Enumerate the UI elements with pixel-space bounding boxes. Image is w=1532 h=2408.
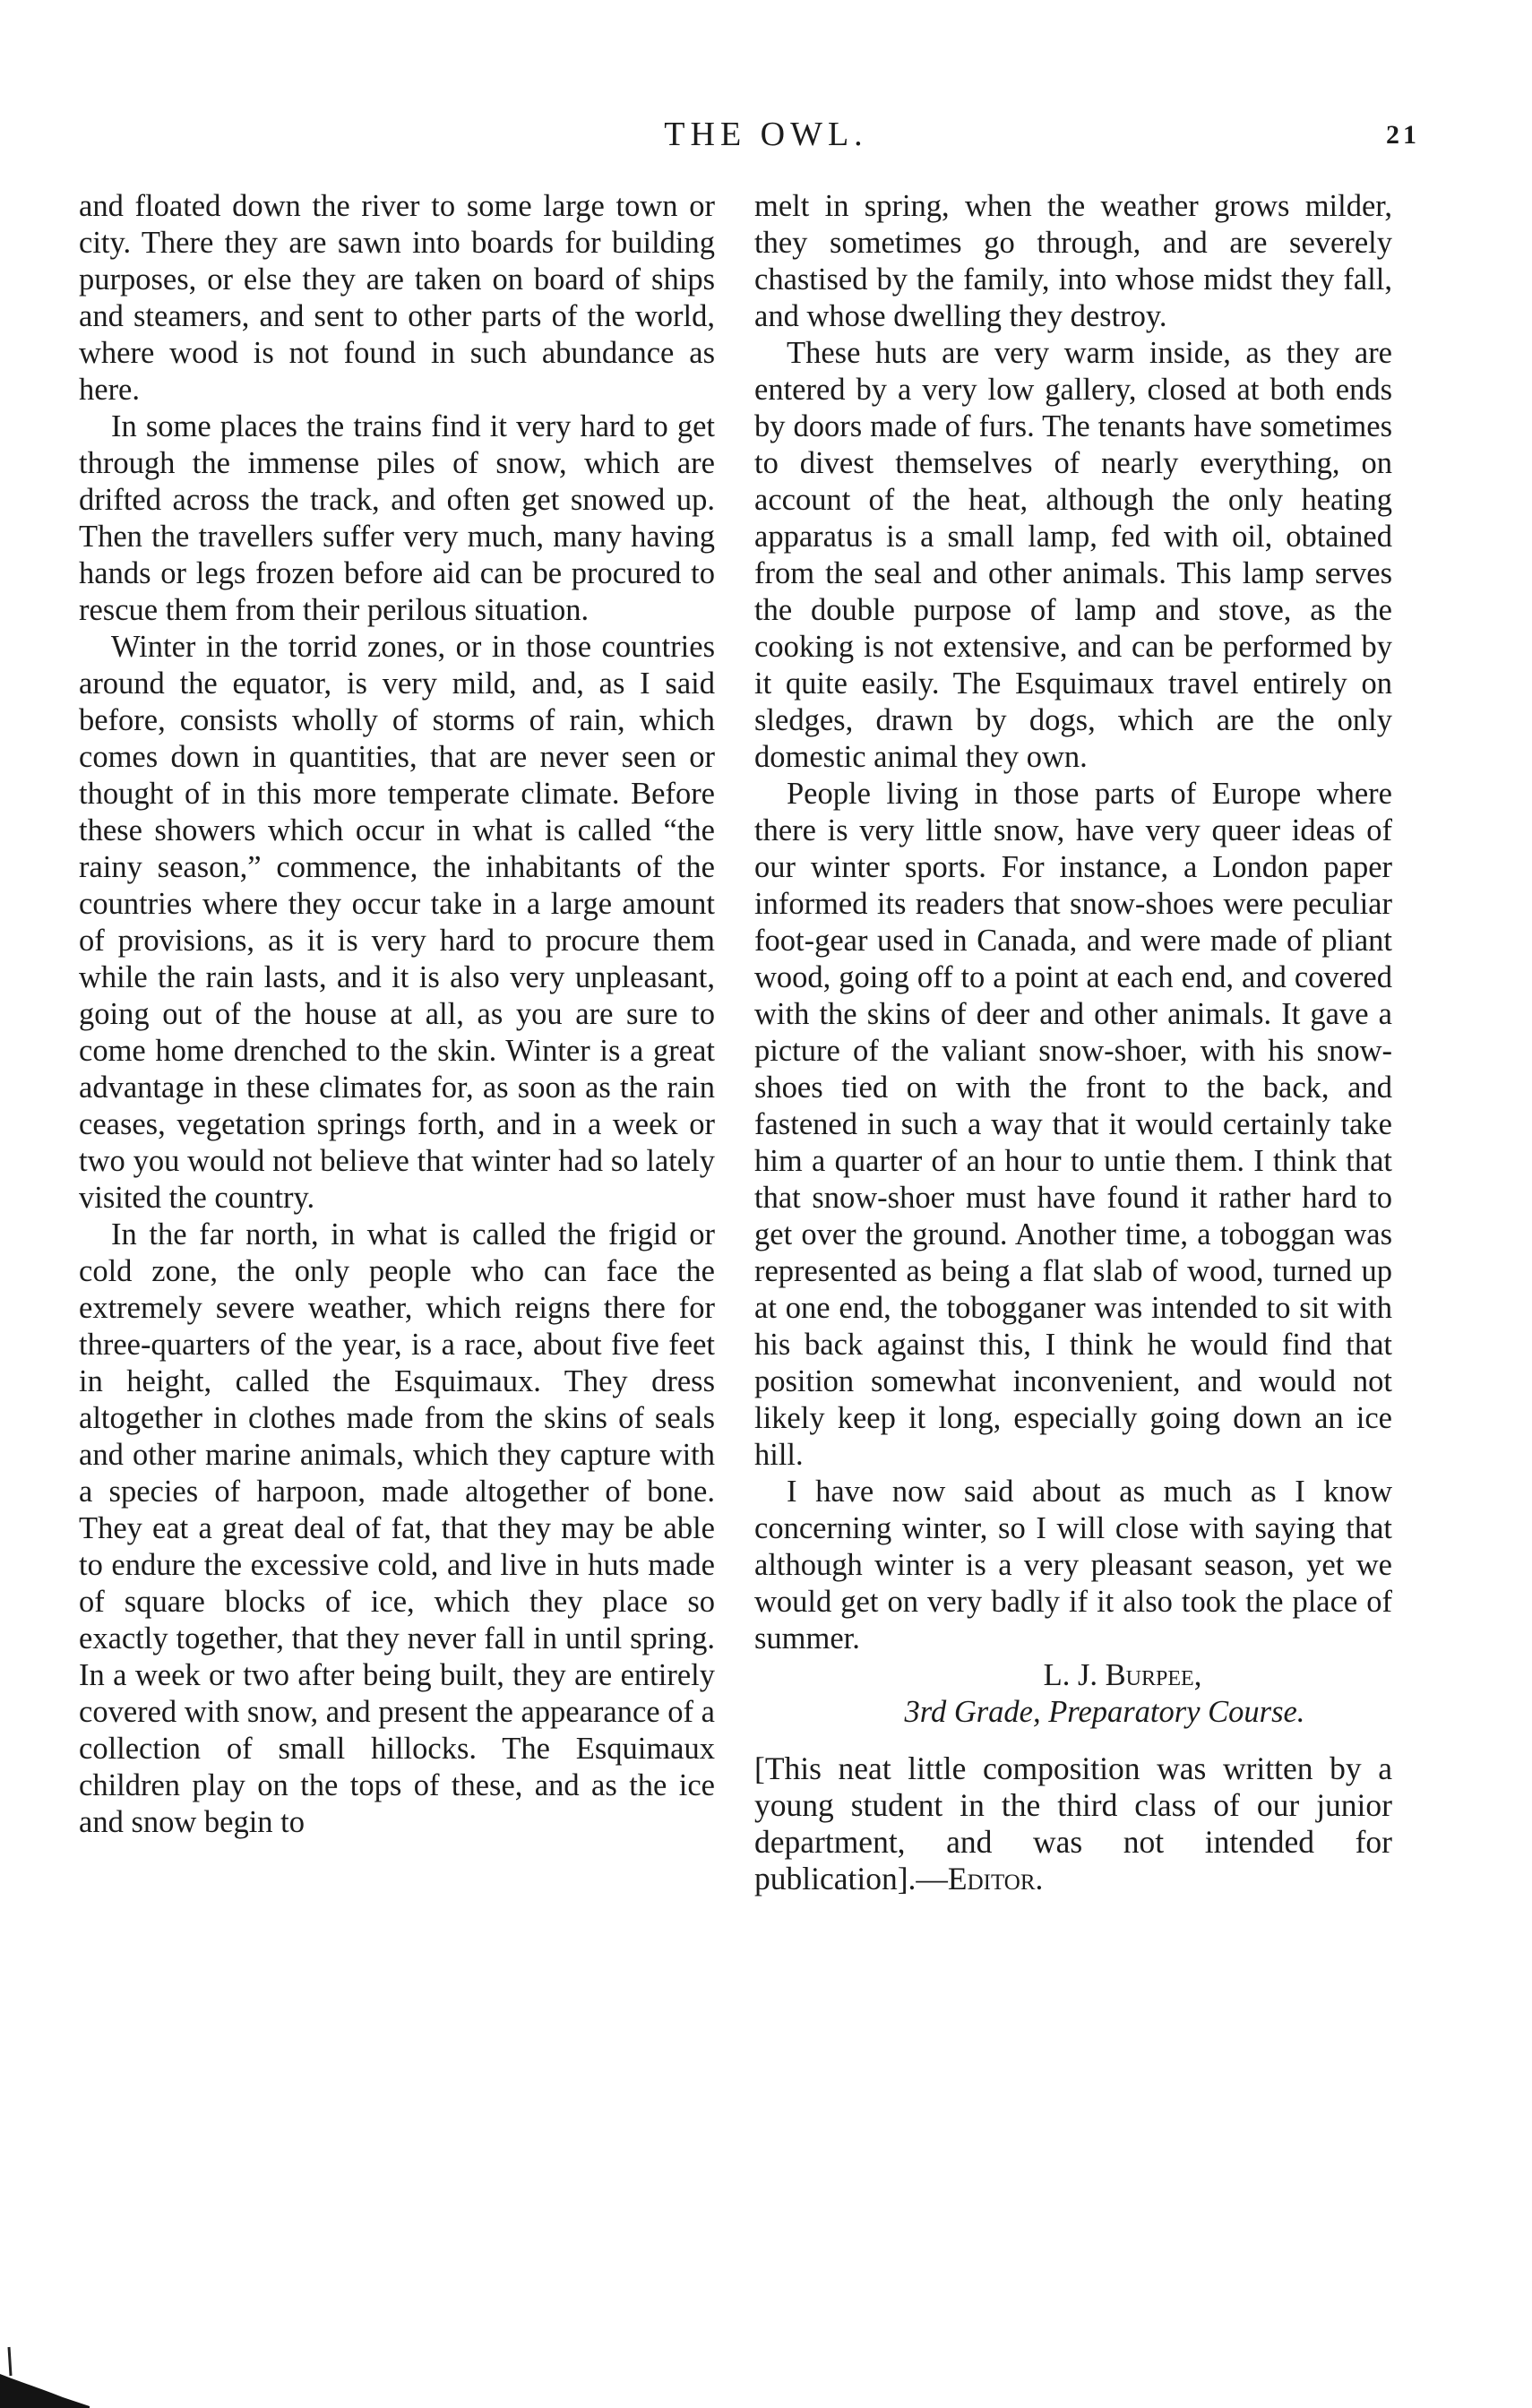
running-title: THE OWL. — [664, 116, 868, 153]
editor-label: Editor. — [947, 1861, 1044, 1896]
left-column — [79, 188, 715, 1841]
paragraph: melt in spring, when the weather grows milder, they sometimes go through, and are severely chastised by the family, into whose midst they fall, and whose dwelling they destroy. — [754, 189, 1392, 333]
right-column — [754, 188, 1392, 1897]
scan-margin-mark — [0, 2311, 99, 2408]
paragraph: In the far north, in what is called the frigid or cold zone, the only people who can face the extremely severe weather, which reigns there for three-quarters of the year, is a race, about five feet in height, called the Esquimaux. They dress altogether in clothes made from the skins of seals and other marine animals, which they capture with a species of harpoon, made altogether of bone. They eat a great deal of fat, that they may be able to endure the excessive cold, and live in huts made of square blocks of ice, which they place so exactly together, that they never fall in until spring. In a week or two after being built, they are entirely covered with snow, and present the appearance of a collection of small hillocks. The Esquimaux children play on the tops of these, and as the ice and snow begin to — [79, 1217, 715, 1839]
author-course: 3rd Grade, Preparatory Course. — [904, 1695, 1305, 1729]
page-header — [0, 115, 1532, 159]
paragraph: Winter in the torrid zones, or in those countries around the equator, is very mild, and, as I said before, consists wholly of storms of rain, which comes down in quantities, that are never seen or thought of in this more temperate climate. Before these showers which occur in what is called “the rainy season,” commence, the inhabitants of the countries where they occur take in a large amount of provisions, as it is very hard to procure them while the rain lasts, and it is also very unpleasant, going out of the house at all, as you are sure to come home drenched to the skin. Winter is a great advantage in these climates for, as soon as the rain ceases, vegetation springs forth, and in a week or two you would not believe that winter had so lately visited the country. — [79, 630, 715, 1215]
page-number: 21 — [1386, 120, 1420, 150]
paragraph: and floated down the river to some large town or city. There they are sawn into boards for building purposes, or else they are taken on board of ships and steamers, and sent to other parts of the world, where wood is not found in such abundance as here. — [79, 189, 715, 407]
paragraph: In some places the trains find it very hard to get through the immense piles of snow, which are drifted across the track, and often get snowed up. Then the travellers suffer very much, many having hands or legs frozen before aid can be procured to rescue them from their perilous situation. — [79, 409, 715, 627]
paragraph: These huts are very warm inside, as they are entered by a very low gallery, closed at both ends by doors made of furs. The tenants have sometimes to divest themselves of nearly everything, on account of the heat, although the only heating apparatus is a small lamp, fed with oil, obtained from the seal and other animals. This lamp serves the double purpose of lamp and stove, as the cooking is not extensive, and can be performed by it quite easily. The Esquimaux travel entirely on sledges, drawn by dogs, which are the only domestic animal they own. — [754, 336, 1392, 774]
paragraph: I have now said about as much as I know concerning winter, so I will close with saying that although winter is a very pleasant season, yet we would get on very badly if it also took the place of summer. — [754, 1475, 1392, 1656]
editor-note — [754, 1750, 1392, 1897]
paragraph: People living in those parts of Europe where there is very little snow, have very queer ideas of our winter sports. For instance, a London paper informed its readers that snow-shoes were peculiar foot-gear used in Canada, and were made of pliant wood, going off to a point at each end, and covered with the skins of deer and other animals. It gave a picture of the valiant snow-shoer, with his snow-shoes tied on with the front to the back, and fastened in such a way that it would certainly take him a quarter of an hour to untie them. I think that that snow-shoer must have found it rather hard to get over the ground. Another time, a toboggan was represented as being a flat slab of wood, turned up at one end, the tobogganer was intended to sit with his back against this, I think he would find that position somewhat inconvenient, and would not likely keep it long, especially going down an ice hill. — [754, 777, 1392, 1472]
author-signature: L. J. Burpee, — [1043, 1658, 1202, 1692]
editor-note-text: [This neat little composition was written by a young student in the third class of our junior department, and was not intended for publication].— — [754, 1750, 1392, 1896]
